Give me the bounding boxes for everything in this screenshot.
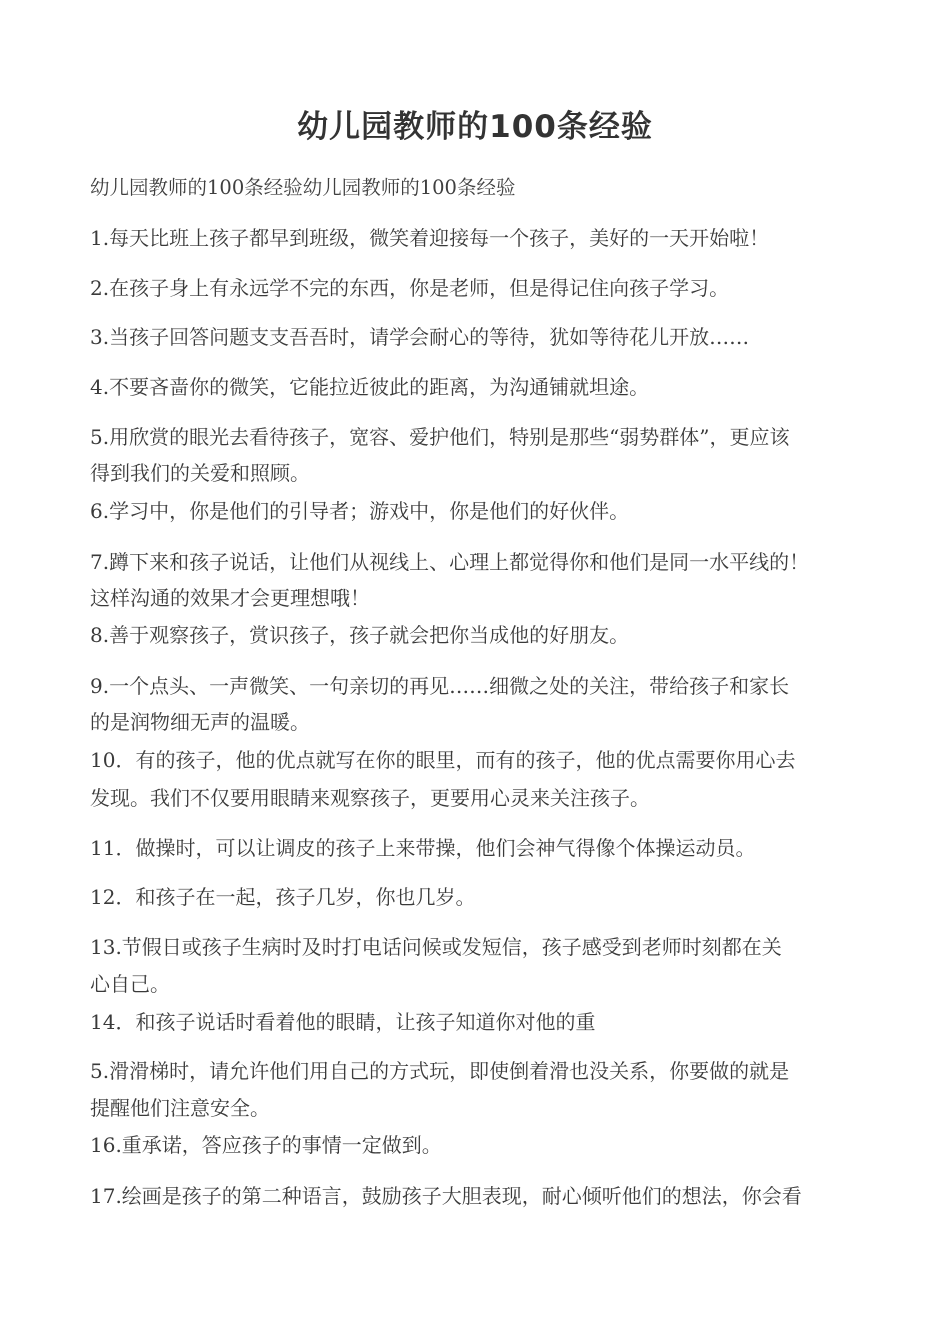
document-title: 幼儿园教师的100条经验 (297, 109, 653, 145)
paragraph-line: 12．和孩子在一起，孩子几岁，你也几岁。 (90, 885, 476, 909)
paragraph-line: 6.学习中，你是他们的引导者；游戏中，你是他们的好伙伴。 (90, 499, 630, 523)
paragraph-line: 16.重承诺，答应孩子的事情一定做到。 (90, 1133, 442, 1157)
paragraph-line: 11．做操时，可以让调皮的孩子上来带操，他们会神气得像个体操运动员。 (90, 836, 756, 860)
paragraph-line: 心自己。 (90, 972, 170, 996)
document-subtitle: 幼儿园教师的100条经验幼儿园教师的100条经验 (90, 176, 516, 199)
paragraph-line: 2.在孩子身上有永远学不完的东西，你是老师，但是得记住向孩子学习。 (90, 276, 730, 300)
paragraph-line: 14．和孩子说话时看着他的眼睛，让孩子知道你对他的重 (90, 1010, 596, 1034)
paragraph-line: 8.善于观察孩子，赏识孩子，孩子就会把你当成他的好朋友。 (90, 623, 630, 647)
paragraph-line: 这样沟通的效果才会更理想哦！ (90, 586, 370, 610)
paragraph-line: 5.用欣赏的眼光去看待孩子，宽容、爱护他们，特别是那些“弱势群体”，更应该 (90, 425, 790, 449)
paragraph-line: 4.不要吝啬你的微笑，它能拉近彼此的距离，为沟通铺就坦途。 (90, 375, 650, 399)
paragraph-line: 3.当孩子回答问题支支吾吾时，请学会耐心的等待，犹如等待花儿开放…… (90, 325, 750, 349)
paragraph-line: 10．有的孩子，他的优点就写在你的眼里，而有的孩子，他的优点需要你用心去 (90, 748, 796, 772)
paragraph-line: 的是润物细无声的温暖。 (90, 710, 310, 734)
paragraph-line: 7.蹲下来和孩子说话，让他们从视线上、心理上都觉得你和他们是同一水平线的！ (90, 550, 810, 574)
paragraph-line: 5.滑滑梯时，请允许他们用自己的方式玩，即使倒着滑也没关系，你要做的就是 (90, 1059, 790, 1083)
paragraph-line: 13.节假日或孩子生病时及时打电话问候或发短信，孩子感受到老师时刻都在关 (90, 935, 782, 959)
paragraph-line: 发现。我们不仅要用眼睛来观察孩子，更要用心灵来关注孩子。 (90, 786, 650, 810)
paragraph-line: 1.每天比班上孩子都早到班级，微笑着迎接每一个孩子，美好的一天开始啦！ (90, 226, 770, 250)
paragraph-line: 9.一个点头、一声微笑、一句亲切的再见……细微之处的关注，带给孩子和家长 (90, 674, 790, 698)
paragraph-line: 提醒他们注意安全。 (90, 1096, 270, 1120)
paragraph-line: 得到我们的关爱和照顾。 (90, 461, 310, 485)
paragraph-line: 17.绘画是孩子的第二种语言，鼓励孩子大胆表现，耐心倾听他们的想法，你会看 (90, 1184, 802, 1208)
